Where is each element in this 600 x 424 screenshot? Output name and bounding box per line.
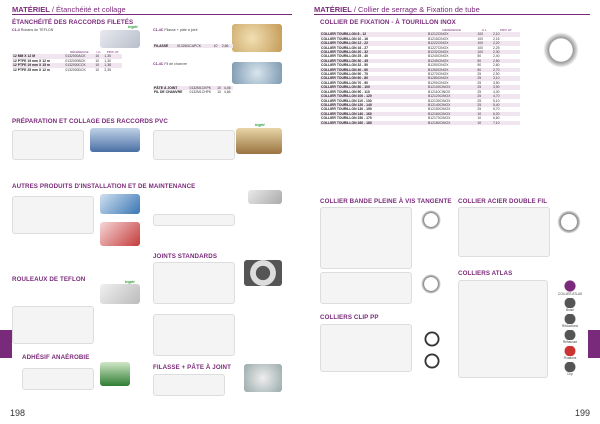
right-page xyxy=(300,0,600,424)
section-title: PRÉPARATION ET COLLAGE DES RACCORDS PVC xyxy=(12,118,168,125)
table-row: FILASSE 0132M1CAPCK 10 2,66 xyxy=(153,44,233,48)
adhesive-table-placeholder xyxy=(22,368,94,390)
table-row: COLLIER TOURILLON 110 - 130 B12130CINOX 25 5,10 xyxy=(321,98,500,103)
section-title: ROULEAUX DE TEFLON xyxy=(12,276,86,283)
table-row: FIL DE CHANVRE 0132M1CHPK 10 4,66 xyxy=(154,90,231,95)
table-row: COLLIER TOURILLON 160 - 180 B12180CINOX 10 7,10 xyxy=(320,121,520,125)
filasse-image xyxy=(232,24,282,52)
table-row: COLLIER TOURILLON 16 - 27 B1227CINOX 100 2,25 xyxy=(321,45,500,50)
section-title: JOINTS STANDARDS xyxy=(153,253,218,260)
right-header: MATÉRIEL / Collier de serrage & Fixation de tube xyxy=(314,5,480,14)
table-row: COLLIER TOURILLON 50 - 70 B1270CINOX 25 2,90 xyxy=(321,72,500,77)
brand-logo: ingét xyxy=(125,279,135,284)
left-header: MATÉRIEL / Étanchéité et collage xyxy=(12,5,126,14)
section-desc: C1-4 Rubans de TÉFLON xyxy=(12,28,54,32)
ptfe-roll-image xyxy=(100,30,140,48)
table-row: COLLIER TOURILLON 70 - 90 B1290CINOX 25 3,50 xyxy=(321,80,500,85)
product-image xyxy=(100,222,140,246)
table-row: COLLIER TOURILLON 32 - 50 B1250CINOX 50 2,60 xyxy=(321,63,500,68)
table-row: COLLIER TOURILLON 100 - 120 B12120CINOX 25 4,70 xyxy=(320,94,520,98)
table-row: COLLIER TOURILLON 10 - 16 B1216CINOX 100 2,15 xyxy=(321,36,500,41)
section-title: FILASSE + PÂTE À JOINT xyxy=(153,364,232,371)
table-row: COLLIER TOURILLON 8 - 12 B1212CINOX 100 2,10 xyxy=(320,32,520,36)
clip-image xyxy=(420,330,444,348)
table-row: COLLIER TOURILLON 12 - 22 B1222CINOX 100 2,20 xyxy=(320,41,520,45)
bande-image xyxy=(418,274,444,294)
clip-table-placeholder xyxy=(320,324,412,372)
double-fil-table-placeholder xyxy=(458,207,550,257)
header-rule xyxy=(12,14,292,15)
page-number: 198 xyxy=(10,408,26,418)
double-fil-image xyxy=(554,210,584,234)
collier-tourillon-table: RÉFÉRENCE U.L PRIX HT COLLIER TOURILLON 8 - 12 B1212CINOX 100 2,10 COLLIER TOURILLON 10 - 16 B1216CINOX 100 2,15 COLLIER TOURILLON 12 - 22 B1222CINOX 100 2,20 COLLIER TOURILLON 16 - 27 B1227CINOX 100 2,25 COLLIER TOURILLON 20 - 32 B1232CINOX 100 2,30 COLLIER TOURILLON 25 - 40 B1240CINOX 50 2,40 COLLIER TOURILLON 30 - 45 B1245CINOX 50 2,50 COLLIER TOURILLON 32 - 50 B1250CINOX 50 2,60 COLLIER TOURILLON 40 - 60 B1260CINOX 50 2,70 COLLIER TOURILLON 50 - 70 B1270CINOX 25 2,90 COLLIER TOURILLON 60 - 80 B1280CINOX 25 3,10 COLLIER TOURILLON 70 - 90 B1290CINOX 25 3,50 COLLIER TOURILLON 80 - 100 B12100CINOX 25 3,90 COLLIER TOURILLON 90 - 110 B12110CINOX 25 4,30 COLLIER TOURILLON 100 - 120 B12120CINOX 25 4,70 COLLIER TOURILLON 110 - 130 B12130CINOX 25 5,10 COLLIER TOURILLON 120 - 140 B12140CINOX 25 5,40 COLLIER TOURILLON 130 - 150 B12150CINOX 25 5,70 COLLIER TOURILLON 140 - 160 B12160CINOX 10 6,20 COLLIER TOURILLON 150 - 170 B12170CINOX 10 6,60 COLLIER TOURILLON 160 - 180 B12180CINOX 10 7,10 xyxy=(320,28,520,125)
chanvre-table xyxy=(153,86,233,95)
section-desc: C1-4C Fil de chanvre xyxy=(153,62,187,66)
table-row: COLLIER TOURILLON 20 - 32 B1232CINOX 100 2,30 xyxy=(320,50,520,54)
adhesive-image xyxy=(100,362,130,386)
section-title: COLLIERS ATLAS xyxy=(458,270,513,277)
table-row: COLLIER TOURILLON 120 - 140 B12140CINOX 25 5,40 xyxy=(320,103,520,107)
joints-table-placeholder xyxy=(153,314,235,356)
atlas-thumb: COLLIER ATLAS xyxy=(554,280,586,296)
bande-table-placeholder xyxy=(320,207,412,269)
section-title: COLLIER DE FIXATION - À TOURILLON INOX xyxy=(320,19,456,26)
atlas-thumb: Boisé xyxy=(554,298,586,312)
joints-table-placeholder xyxy=(153,262,235,304)
section-title: COLLIERS CLIP PP xyxy=(320,314,379,321)
section-title: COLLIER ACIER DOUBLE FIL xyxy=(458,198,548,205)
table-row: 12 PTFE 25 mm X 12 m 0132000DCK 10 2,35 xyxy=(13,67,111,72)
table-row: 12 PTFE 19 mm X 12 m 0132000BCK 10 1,30 xyxy=(13,58,111,63)
brand-logo: ingét xyxy=(255,122,265,127)
filasse-table-placeholder xyxy=(153,374,225,396)
joint-image xyxy=(244,260,282,286)
product-image xyxy=(248,190,282,204)
product-table-placeholder xyxy=(12,196,94,234)
chanvre-image xyxy=(232,62,282,84)
table-row: COLLIER TOURILLON 140 - 160 B12160CINOX 10 6,20 xyxy=(320,112,520,116)
header-rule xyxy=(314,14,590,15)
section-title: AUTRES PRODUITS D'INSTALLATION ET DE MAINTENANCE xyxy=(12,183,196,190)
collier-image xyxy=(536,30,586,70)
clip-image xyxy=(420,352,444,370)
product-image xyxy=(100,194,140,214)
teflon-image xyxy=(100,284,140,304)
bande-table-placeholder xyxy=(320,272,412,304)
table-row: COLLIER TOURILLON 150 - 170 B12170CINOX 10 6,60 xyxy=(321,116,500,121)
atlas-thumb: Clip xyxy=(554,362,586,376)
table-row: 12 PTFE 19 mm X 15 m 0132000CCK 10 1,38 xyxy=(12,63,122,67)
filasse-table xyxy=(153,44,233,48)
table-row: COLLIER TOURILLON 90 - 110 B12110CINOX 25 4,30 xyxy=(321,89,500,94)
table-row: PÂTE À JOINT 0132M1CKPK 10 4,46 xyxy=(153,86,233,90)
table-row: COLLIER TOURILLON 130 - 150 B12150CINOX 25 5,70 xyxy=(321,107,500,112)
bande-image xyxy=(418,210,444,230)
pvc-table-placeholder xyxy=(12,130,84,160)
atlas-thumb: Fixations xyxy=(554,346,586,360)
table-row: 12 MM X 12 M 0132000ACK 10 1,30 xyxy=(12,54,122,58)
table-row: COLLIER TOURILLON 25 - 40 B1240CINOX 50 2,40 xyxy=(321,54,500,59)
product-table-placeholder xyxy=(153,214,235,226)
atlas-thumb: Réductions xyxy=(554,314,586,328)
pvc-glue-image xyxy=(90,128,140,152)
pvc-cleaner-image xyxy=(236,128,282,154)
section-title: COLLIER BANDE PLEINE À VIS TANGENTE xyxy=(320,198,452,205)
table-row: COLLIER TOURILLON 30 - 45 B1245CINOX 50 2,50 xyxy=(320,59,520,63)
pate-image xyxy=(244,364,282,392)
table-row: COLLIER TOURILLON 60 - 80 B1280CINOX 25 3,10 xyxy=(320,76,520,80)
section-title: ÉTANCHÉITÉ DES RACCORDS FILETÉS xyxy=(12,19,134,26)
page-number: 199 xyxy=(574,408,590,418)
atlas-thumb: Réhausse xyxy=(554,330,586,344)
table-row: COLLIER TOURILLON 80 - 100 B12100CINOX 25 3,90 xyxy=(320,85,520,89)
side-tab xyxy=(0,330,12,358)
section-title: ADHÉSIF ANAÉROBIE xyxy=(22,354,90,361)
atlas-table-placeholder xyxy=(458,280,548,378)
teflon-table-placeholder xyxy=(12,306,94,344)
section-desc: C1-4C Filasse + pâte à joint xyxy=(153,28,198,32)
brand-logo: ingét xyxy=(128,24,138,29)
ptfe-table: RÉFÉRENCE U.L PRIX HT 12 MM X 12 M 0132000ACK 10 1,30 12 PTFE 19 mm X 12 m 0132000BCK 10 1,30 12 PTFE 19 mm X 15 m 0132000CCK 10 1,38 12 PTFE 25 mm X 12 m 0132000DCK 10 2,35 xyxy=(12,50,122,72)
pvc-table-placeholder xyxy=(153,130,235,160)
table-row: COLLIER TOURILLON 40 - 60 B1260CINOX 50 2,70 xyxy=(320,68,520,72)
side-tab xyxy=(588,330,600,358)
